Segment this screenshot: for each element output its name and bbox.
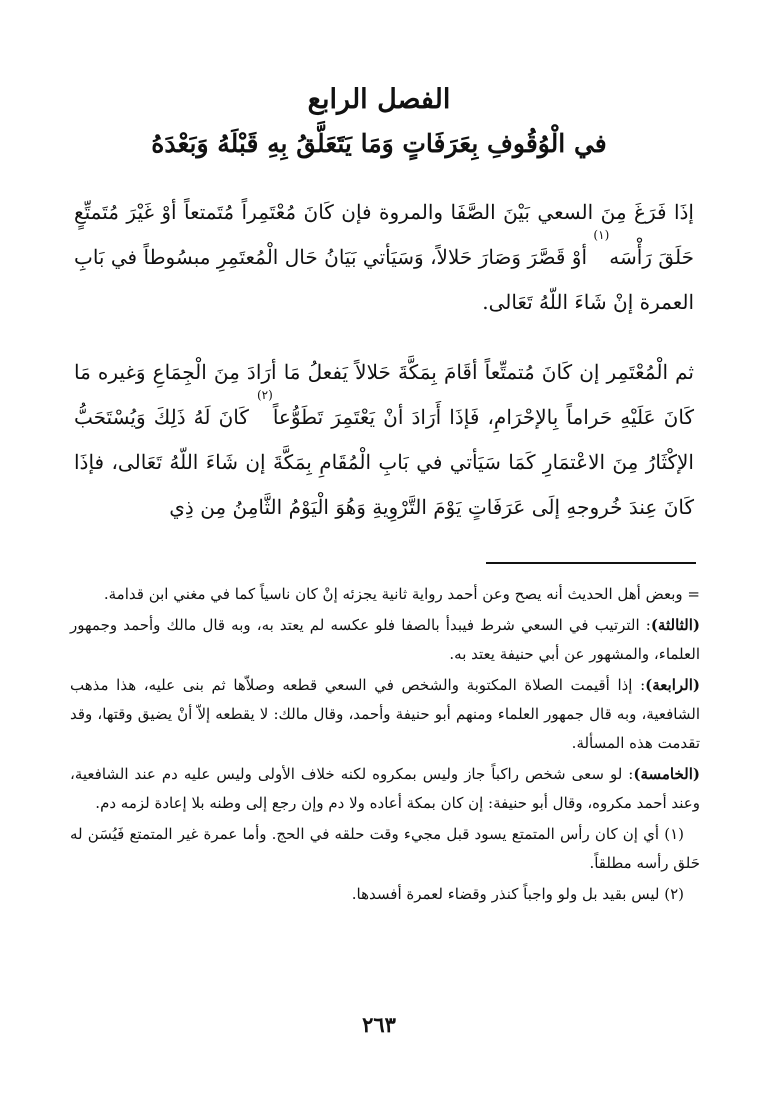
paragraph-text: كَانَ لَهُ ذَلِكَ وَيُسْتَحَبُّ الإكْثَارُ مِنَ الاعْتمَارِ كَمَا سَيَأتي في بَابِ الْمُقَامِ بِمَكَّةَ إن شَاءَ اللّهُ تَعَالى، فإذَا كَانَ عِندَ خُروجهِ إلَى عَرَفَاتٍ يَوْمَ التَّرْوِيةِ وَهُوَ الْيَوْمُ الثَّامِنُ مِن ذِي	[74, 405, 694, 519]
footnote-heading: (الثالثة)	[650, 616, 700, 634]
paragraph-text: ثم الْمُعْتَمِر إن كَانَ مُتمتِّعاً أقَامَ بِمَكَّةَ حَلالاً يَفعلُ مَا أرَادَ مِنَ الْجِمَاعِ وَغيره مَا كَانَ عَلَيْهِ حَراماً بِالإحْرَامِ، فَإذَا أَرَادَ أنْ يَعْتَمِرَ تَطَوُّعاً	[74, 360, 694, 429]
chapter-title: الفصل الرابع	[307, 84, 451, 115]
footnote-text: : إذا أقيمت الصلاة المكتوبة والشخص في السعي قطعه وصلاّها ثم بنى عليه، هذا مذهب الشافعية، وبه قال جمهور العلماء ومنهم أبو حنيفة وأحمد، وقال مالك: لا يقطعه إلاّ أنْ يضيق وقتها، وقد تقدمت هذه المسألة.	[70, 676, 700, 752]
body-paragraph-1	[74, 190, 694, 325]
footnote-continuation: = وبعض أهل الحديث أنه يصح وعن أحمد رواية ثانية يجزئه إنْ كان ناسياً كما في مغني ابن قدامة.	[103, 585, 700, 603]
footnote-reference-2: (٢)	[256, 388, 273, 402]
footnote-1: (١) أي إن كان رأس المتمتع يسود قبل مجيء وقت حلقه في الحج. وأما عمرة غير المتمتع فَيُسَن له حَلق رأسه مطلقاً.	[70, 825, 700, 872]
paragraph-text: إذَا فَرَغَ مِنَ السعي بَيْنَ الصَّفَا والمروة فإن كَانَ مُعْتَمِراً مُتَمتعاً أوْ غَيْرَ مُتَمتِّعٍ حَلَقَ رَأْسَه	[74, 200, 695, 269]
chapter-subtitle: في الْوُقُوفِ بِعَرَفَاتٍ وَمَا يَتَعَلَّقُ بِهِ قَبْلَهُ وَبَعْدَهُ	[151, 129, 607, 158]
footnote-third-issue	[70, 611, 700, 669]
footnotes	[70, 580, 700, 911]
page-number: ٢٦٣	[362, 1012, 396, 1037]
body-paragraph-2	[74, 350, 694, 530]
footnote-fifth-issue	[70, 760, 700, 818]
footnote-fourth-issue	[70, 671, 700, 758]
footnote-heading: (الخامسة)	[633, 765, 700, 783]
footnote-text: : لو سعى شخص راكباً جاز وليس بمكروه لكنه خلاف الأولى وليس عليه دم عند الشافعية، وعند أحمد مكروه، وقال أبو حنيفة: إن كان بمكة أعاده ولا دم وإن رجع إلى وطنه بلا إعادة لزمه دم.	[70, 765, 700, 812]
footnote-2: (٢) ليس بقيد بل ولو واجباً كنذر وقضاء لعمرة أفسدها.	[351, 885, 684, 903]
footnote-reference-1: (١)	[593, 228, 610, 242]
footnote-separator	[486, 562, 696, 564]
footnote-heading: (الرابعة)	[645, 676, 700, 694]
paragraph-text: أوْ قَصَّرَ وَصَارَ حَلالاً، وَسَيَأتي بَيَانُ حَال الْمُعتَمِرِ مبسُوطاً في بَابِ العمرة إنْ شَاءَ اللّهُ تَعَالى.	[74, 245, 694, 314]
footnote-text: : الترتيب في السعي شرط فيبدأ بالصفا فلو عكسه لم يعتد به، وبه قال مالك وأحمد وجمهور العلماء، والمشهور عن أبي حنيفة يعتد به.	[70, 616, 700, 663]
